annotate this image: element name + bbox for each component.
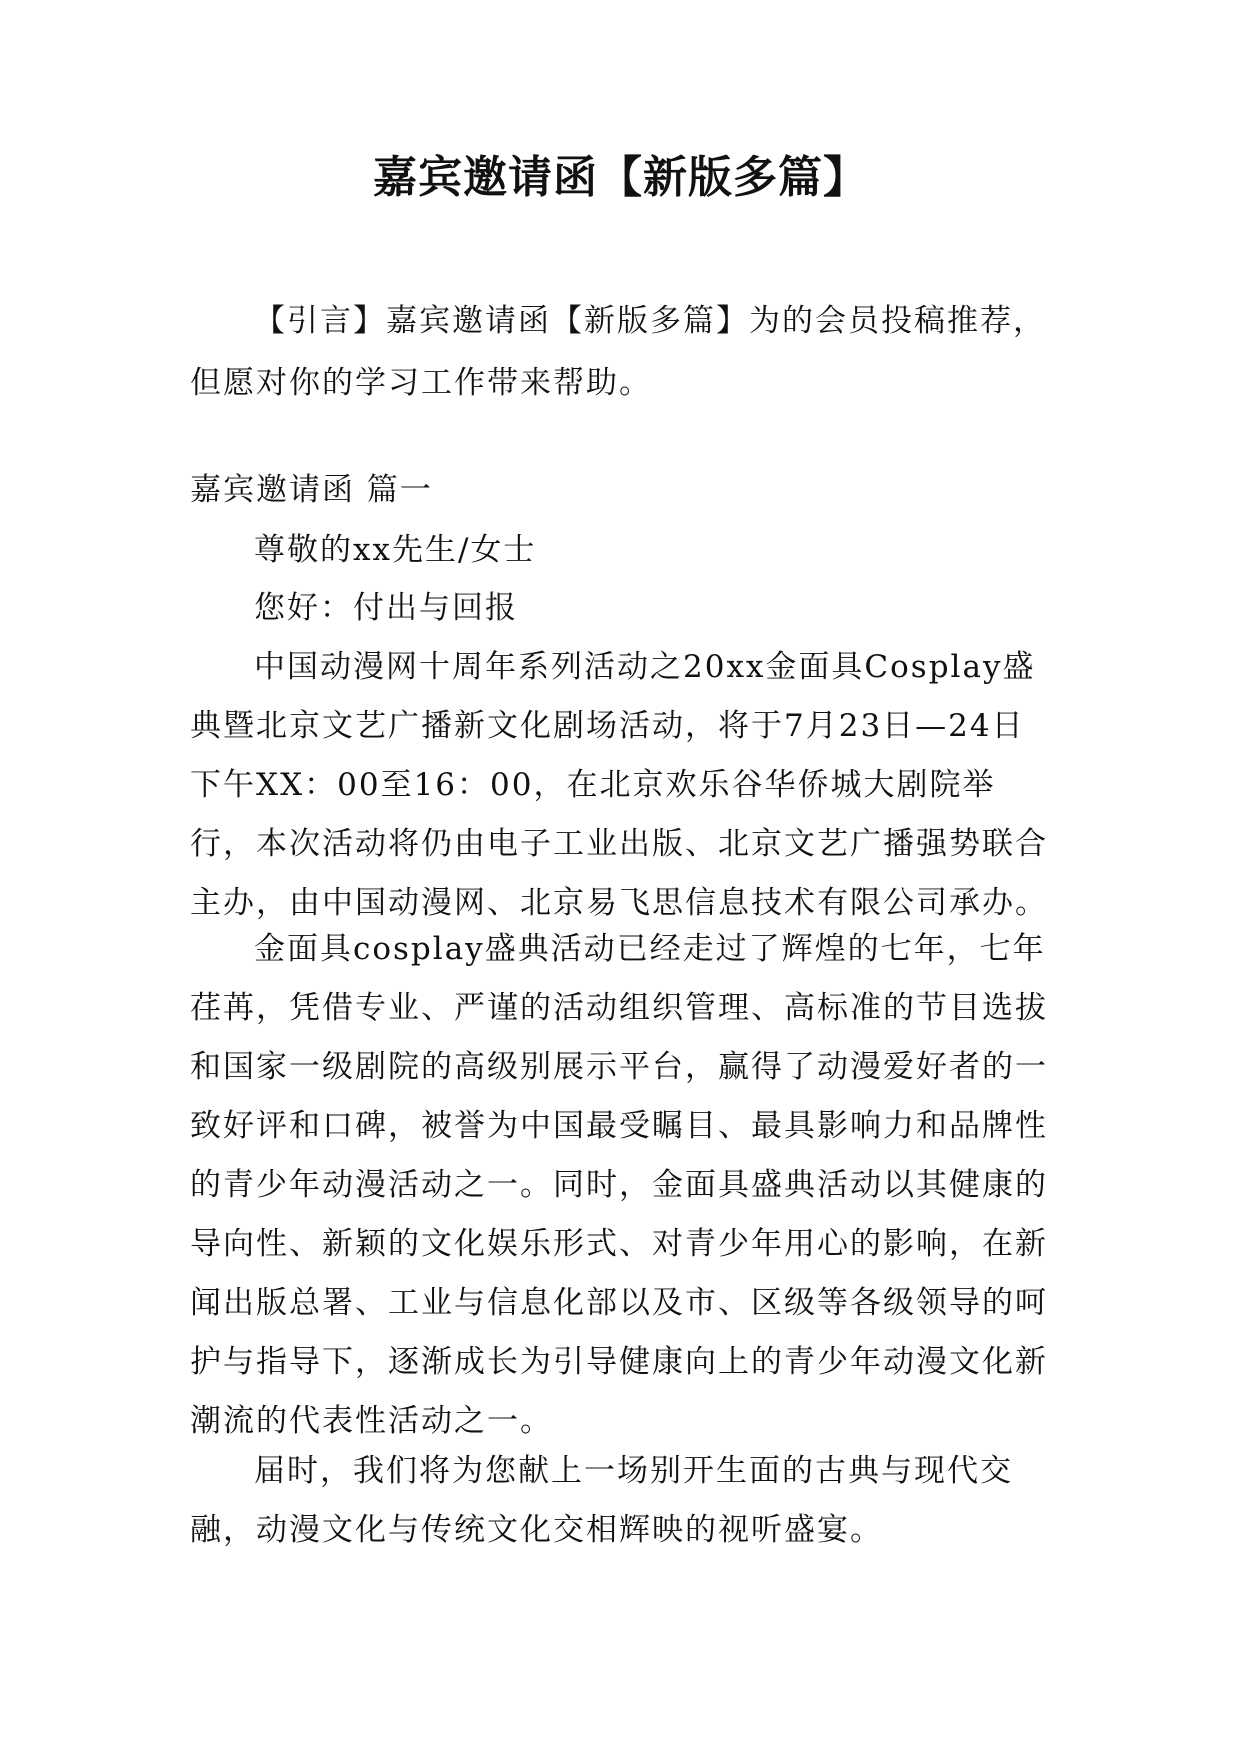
body-paragraph: 届时，我们将为您献上一场别开生面的古典与现代交融，动漫文化与传统文化交相辉映的视听盛宴。 — [190, 1453, 1013, 1548]
section-heading: 嘉宾邀请函 篇一 — [190, 472, 433, 508]
document-title: 嘉宾邀请函【新版多篇】 — [373, 152, 868, 203]
body-paragraph: 中国动漫网十周年系列活动之20xx金面具Cosplay盛典暨北京文艺广播新文化剧场活动，将于7月23日—24日下午XX：00至16：00，在北京欢乐谷华侨城大剧院举行，本次活动将仍由电子工业出版、北京文艺广播强势联合主办，由中国动漫网、北京易飞思信息技术有限公司承办。 — [190, 649, 1048, 921]
body-paragraph: 金面具cosplay盛典活动已经走过了辉煌的七年，七年荏苒，凭借专业、严谨的活动组织管理、高标准的节目选拔和国家一级剧院的高级别展示平台，赢得了动漫爱好者的一致好评和口碑，被誉为中国最受瞩目、最具影响力和品牌性的青少年动漫活动之一。同时，金面具盛典活动以其健康的导向性、新颖的文化娱乐形式、对青少年用心的影响，在新闻出版总署、工业与信息化部以及市、区级等各级领导的呵护与指导下，逐渐成长为引导健康向上的青少年动漫文化新潮流的代表性活动之一。 — [190, 931, 1048, 1439]
intro-paragraph: 【引言】嘉宾邀请函【新版多篇】为的会员投稿推荐，但愿对你的学习工作带来帮助。 — [190, 303, 1046, 401]
greeting: 您好：付出与回报 — [254, 590, 518, 626]
salutation: 尊敬的xx先生/女士 — [254, 532, 537, 568]
